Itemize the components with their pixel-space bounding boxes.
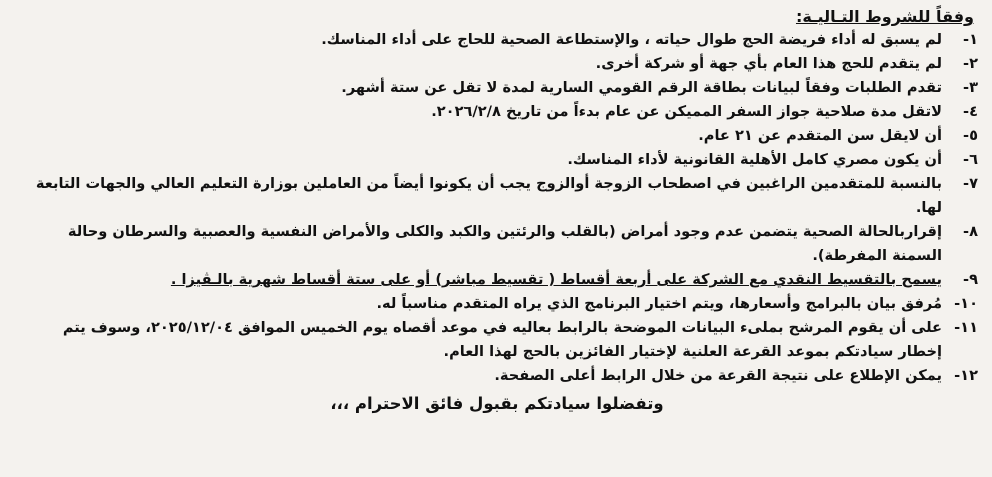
condition-item <box>16 172 978 220</box>
condition-item <box>16 100 978 124</box>
condition-item <box>16 268 978 292</box>
conditions-heading: وفقاً للشروط التـاليـة: <box>795 7 974 26</box>
condition-number: ١٢- <box>954 367 978 384</box>
condition-text: لم يسبق له أداء فريضة الحج طوال حياته ، والإستطاعة الصحية للحاج على أداء المناسك. <box>321 31 942 48</box>
condition-text: أن لايقل سن المتقدم عن ٢١ عام. <box>698 127 942 144</box>
closing-line: وتفضلوا سيادتكم بقبول فائق الاحترام ،،، <box>330 394 664 413</box>
condition-text: بالنسبة للمتقدمين الراغبين في اصطحاب الزوجة أوالزوج يجب أن يكونوا أيضاً من العاملين بوزارة التعليم العالي والجهات التابعة لها. <box>35 175 942 216</box>
condition-item <box>16 52 978 76</box>
condition-number: ١٠- <box>954 295 978 312</box>
condition-number: ١١- <box>954 319 978 336</box>
conditions-list <box>16 28 978 388</box>
condition-item <box>16 292 978 316</box>
condition-item <box>16 28 978 52</box>
condition-number: ٨- <box>963 223 978 240</box>
condition-item <box>16 220 978 268</box>
condition-text: يمكن الإطلاع على نتيجة القرعة من خلال الرابط أعلى الصفحة. <box>494 367 942 384</box>
condition-number: ٤- <box>963 103 978 120</box>
condition-number: ٩- <box>963 271 978 288</box>
condition-item <box>16 124 978 148</box>
condition-text: أن يكون مصري كامل الأهلية القانونية لأداء المناسك. <box>567 151 942 168</box>
condition-text: تقدم الطلبات وفقاً لبيانات بطاقة الرقم القومي السارية لمدة لا تقل عن ستة أشهر. <box>341 79 942 96</box>
condition-number: ١- <box>963 31 978 48</box>
condition-number: ٥- <box>963 127 978 144</box>
condition-number: ٦- <box>963 151 978 168</box>
condition-number: ٢- <box>963 55 978 72</box>
condition-item <box>16 148 978 172</box>
condition-item <box>16 316 978 364</box>
condition-item <box>16 364 978 388</box>
condition-number: ٣- <box>963 79 978 96</box>
condition-text: يسمح بالتقسيط النقدي مع الشركة على أربعة أقساط ( تقسيط مباشر) أو على ستة أقساط شهرية بالـڤيزا . <box>170 271 942 288</box>
condition-text: على أن يقوم المرشح بملىء البيانات الموضحة بالرابط بعاليه في موعد أقصاه يوم الخميس الموافق ٢٠٢٥/١٢/٠٤، وسوف يتم إخطار سيادتكم بموعد القرعة العلنية لإختيار الفائزين بالحج لهذا العام. <box>62 319 942 360</box>
condition-number: ٧- <box>963 175 978 192</box>
condition-text: لاتقل مدة صلاحية جواز السفر المميكن عن عام بدءاً من تاريخ ٢٠٢٦/٢/٨. <box>431 103 942 120</box>
condition-text: مُرفق بيان بالبرامج وأسعارها، ويتم اختيار البرنامج الذي يراه المتقدم مناسباً له. <box>376 295 942 312</box>
condition-text: لم يتقدم للحج هذا العام بأي جهة أو شركة أخرى. <box>595 55 942 72</box>
condition-text: إقراربالحالة الصحية يتضمن عدم وجود أمراض (بالقلب والرئتين والكبد والكلى والأمراض النفسية والعصبية والسرطان وحالة السمنة المفرطة). <box>67 223 942 264</box>
condition-item <box>16 76 978 100</box>
